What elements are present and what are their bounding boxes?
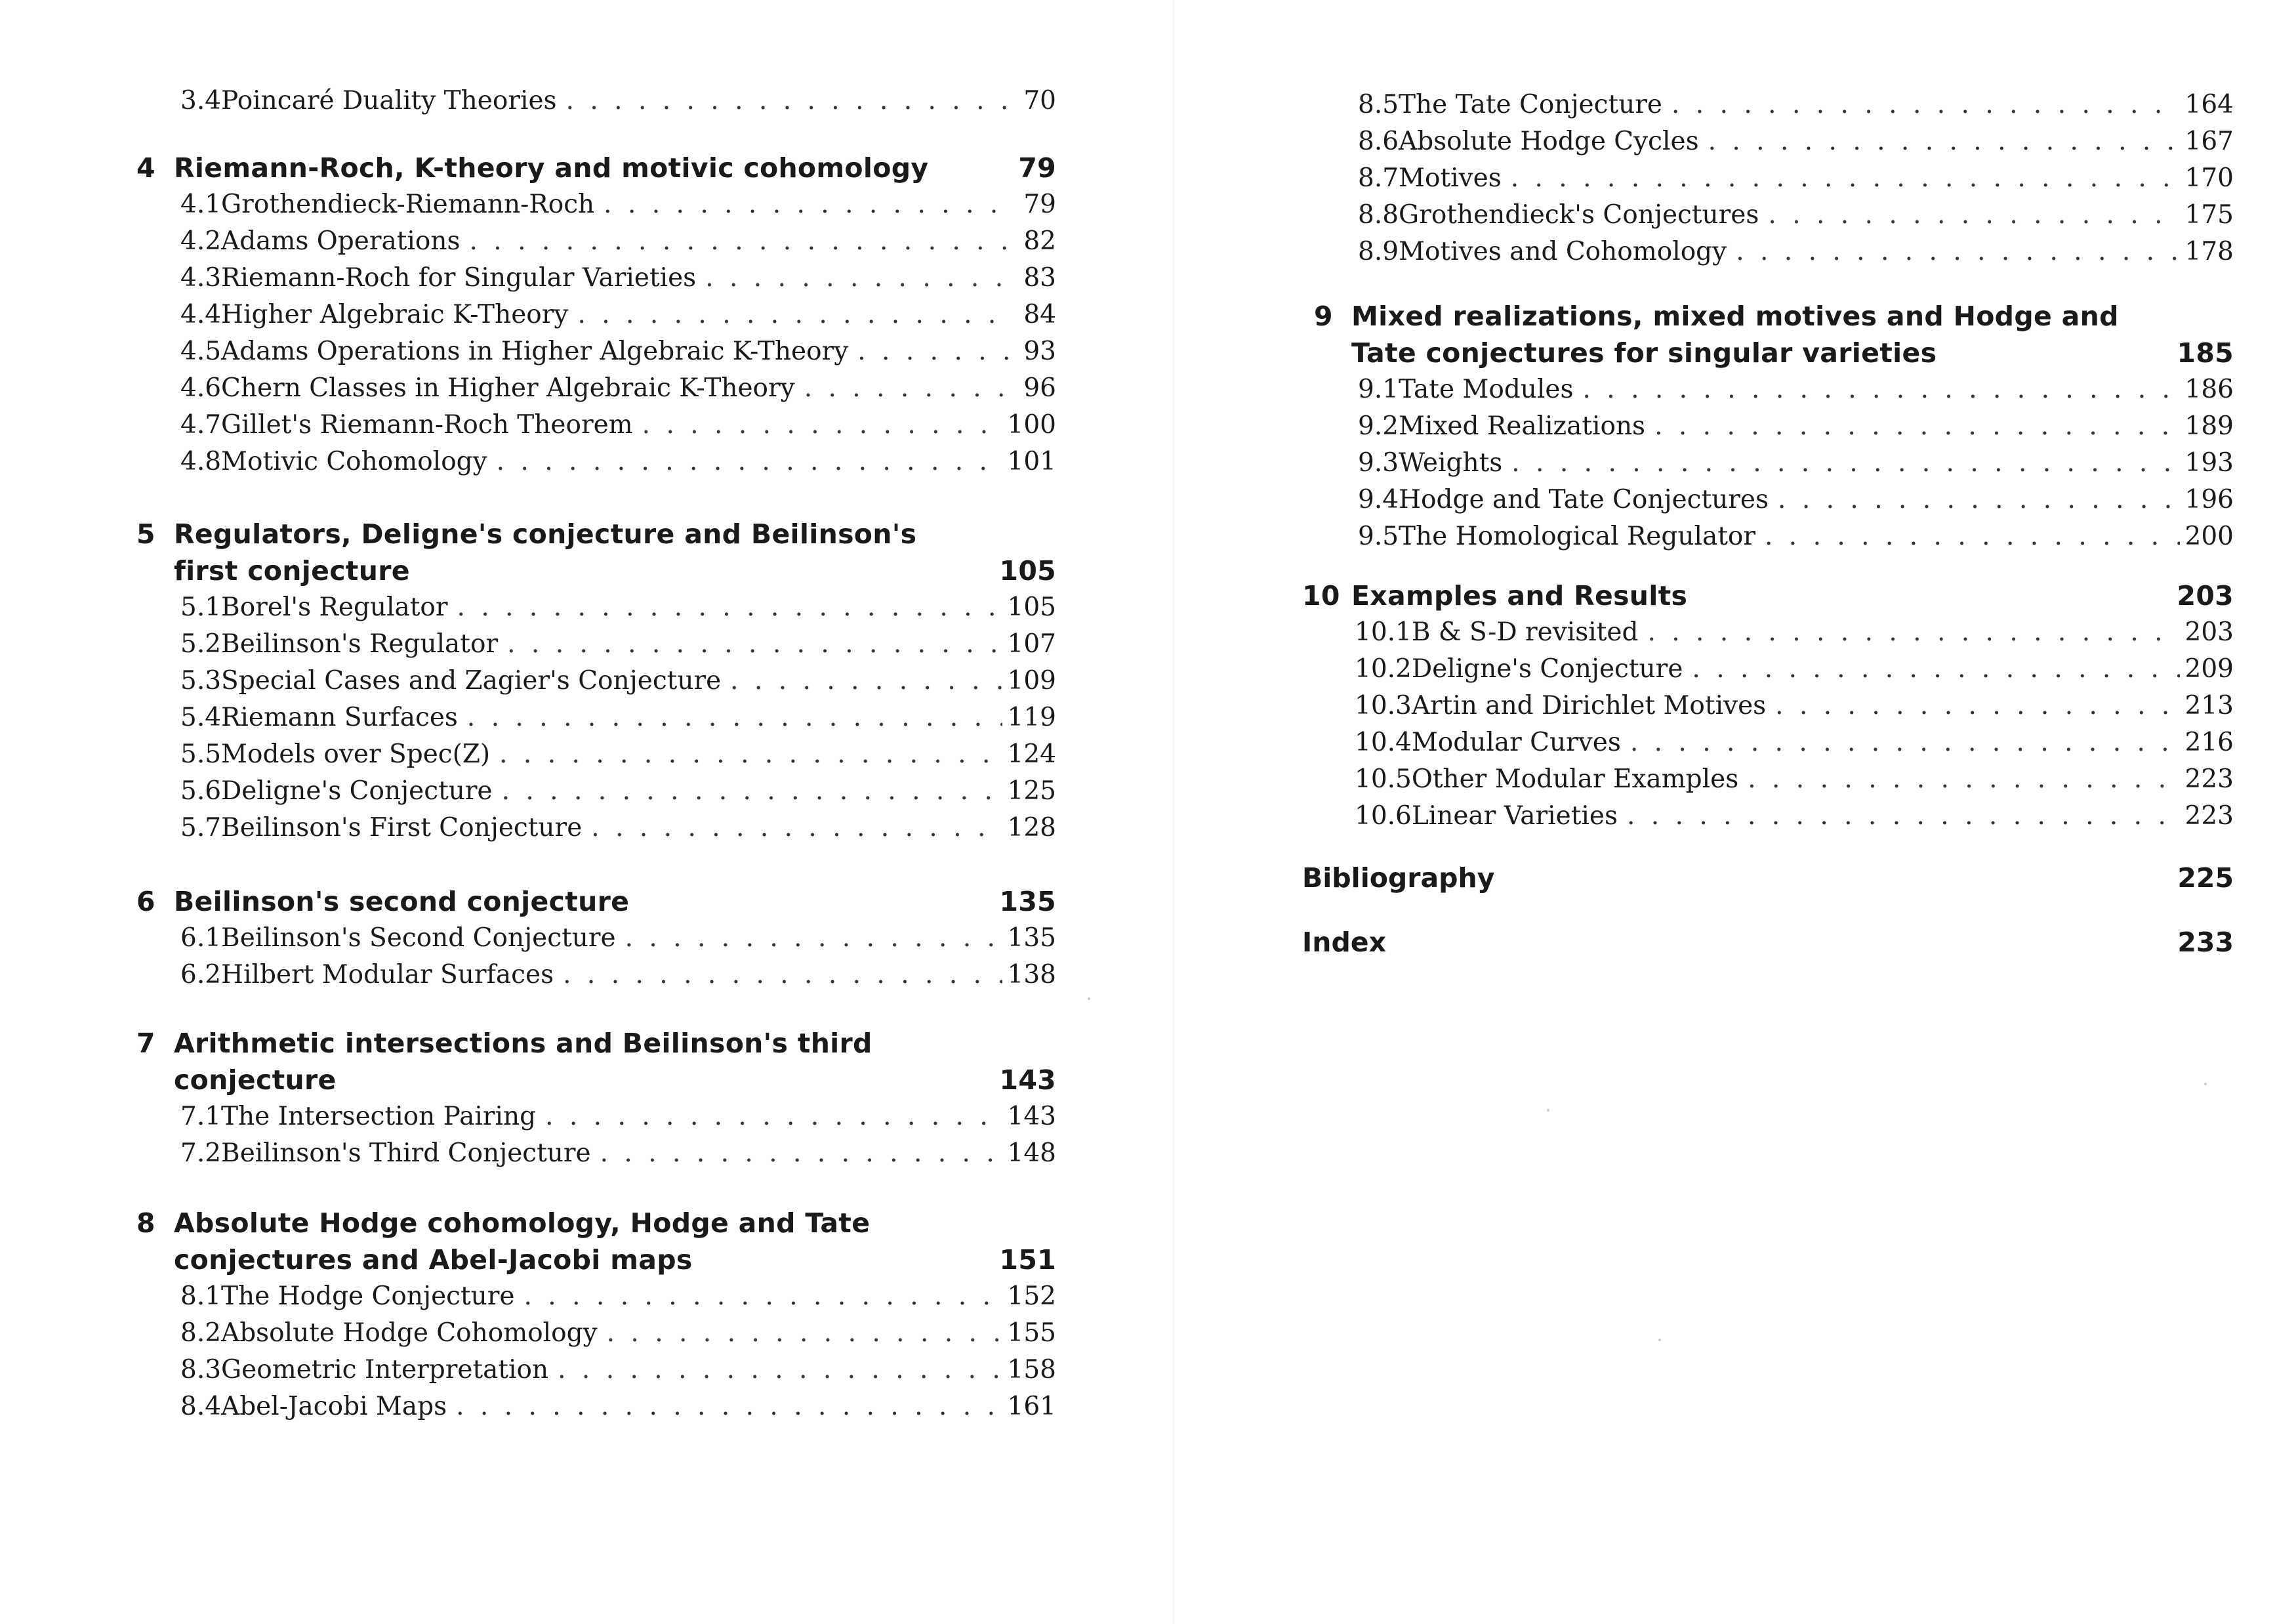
toc-section-5-3[interactable] [125, 663, 1056, 699]
toc-sections-chapter-5 [125, 589, 1056, 846]
toc-bibliography[interactable] [1302, 860, 2234, 896]
leader-dots [1511, 160, 2180, 197]
leader-dots [502, 773, 1002, 810]
scan-speck [1658, 1339, 1661, 1341]
toc-section-8-9[interactable] [1302, 234, 2234, 270]
toc-section-4-6[interactable] [125, 370, 1056, 407]
page-number: 170 [2184, 163, 2234, 193]
section-title: The Hodge Conjecture [221, 1281, 515, 1311]
leader-dots [1654, 408, 2179, 445]
section-title: Deligne's Conjecture [221, 776, 493, 806]
leader-dots [1630, 724, 2180, 761]
section-number: 4.1 [180, 190, 222, 219]
section-number: 10.3 [1355, 691, 1412, 720]
chapter-title: Examples and Results [1351, 580, 1688, 612]
section-number: 8.2 [180, 1318, 222, 1348]
section-number: 10.6 [1355, 801, 1412, 831]
toc-chapter-8[interactable] [125, 1205, 1056, 1278]
page-number: 200 [2184, 522, 2234, 551]
page-number: 196 [2184, 485, 2234, 514]
toc-section-4-1[interactable] [125, 186, 1056, 223]
toc-sections-chapter-10 [1302, 614, 2234, 835]
section-number: 5.3 [180, 666, 222, 696]
page-number: 189 [2184, 411, 2234, 441]
toc-section-8-7[interactable] [1302, 160, 2234, 197]
page-number: 185 [2177, 337, 2234, 369]
page-number: 100 [1007, 410, 1056, 440]
toc-section-9-5[interactable] [1302, 518, 2234, 555]
page-number: 105 [1007, 593, 1056, 622]
toc-section-8-8[interactable] [1302, 197, 2234, 234]
section-number: 4.6 [180, 373, 222, 403]
page-number: 135 [999, 886, 1056, 917]
toc-section-7-1[interactable] [125, 1098, 1056, 1135]
leader-dots [577, 297, 1012, 333]
section-number: 5.1 [180, 593, 222, 622]
chapter-title: Regulators, Deligne's conjecture and Beilinson's [174, 518, 917, 550]
section-number: 5.7 [180, 813, 222, 843]
toc-chapter-9[interactable] [1302, 298, 2234, 371]
page-number: 148 [1007, 1138, 1056, 1168]
section-number: 7.2 [180, 1138, 222, 1168]
toc-section-5-1[interactable] [125, 589, 1056, 626]
toc-section-10-3[interactable] [1302, 688, 2234, 724]
section-title: Absolute Hodge Cohomology [221, 1318, 598, 1348]
toc-section-10-4[interactable] [1302, 724, 2234, 761]
page-number: 152 [1007, 1281, 1056, 1311]
section-title: Riemann Surfaces [221, 703, 458, 732]
page-number: 107 [1007, 629, 1056, 659]
section-title: Adams Operations [221, 226, 461, 256]
chapter-title: Absolute Hodge cohomology, Hodge and Tate [174, 1207, 871, 1239]
page-number: 175 [2184, 200, 2234, 230]
page-number: 167 [2184, 127, 2234, 156]
chapter-title: Arithmetic intersections and Beilinson's third [174, 1028, 872, 1059]
page-number: 164 [2184, 90, 2234, 119]
section-number: 10.2 [1355, 654, 1412, 684]
section-number: 9.4 [1358, 485, 1399, 514]
chapter-number: 8 [136, 1207, 155, 1239]
leader-dots [1778, 482, 2180, 518]
toc-chapter-5[interactable] [125, 516, 1056, 589]
section-title: Models over Spec(Z) [221, 739, 491, 769]
section-number: 5.6 [180, 776, 222, 806]
chapter-title-continued: Tate conjectures for singular varieties [1351, 337, 1937, 369]
page-number: 143 [1007, 1102, 1056, 1131]
section-number: 6.2 [180, 960, 222, 989]
section-number: 5.4 [180, 703, 222, 732]
page-number: 216 [2184, 728, 2234, 757]
section-title: Grothendieck's Conjectures [1399, 200, 1759, 230]
page-number: 119 [1007, 703, 1056, 732]
section-number: 8.1 [180, 1281, 222, 1311]
toc-section-8-3[interactable] [125, 1352, 1056, 1388]
section-title: Abel-Jacobi Maps [221, 1392, 447, 1421]
toc-sections-chapter-7 [125, 1098, 1056, 1172]
toc-section-10-2[interactable] [1302, 651, 2234, 688]
section-title: Motives and Cohomology [1399, 237, 1727, 266]
section-title: Hilbert Modular Surfaces [221, 960, 554, 989]
leader-dots [507, 626, 1002, 663]
section-number: 7.1 [180, 1102, 222, 1131]
leader-dots [705, 260, 1012, 297]
section-title: Beilinson's Second Conjecture [221, 923, 616, 953]
page-number: 79 [1023, 190, 1056, 219]
section-number: 9.5 [1358, 522, 1399, 551]
toc-section-6-2[interactable] [125, 957, 1056, 993]
section-number: 8.6 [1358, 127, 1399, 156]
page-number: 158 [1007, 1355, 1056, 1385]
toc-section-7-2[interactable] [125, 1135, 1056, 1172]
toc-section-3-4[interactable] [125, 83, 1056, 119]
section-title: Linear Varieties [1411, 801, 1618, 831]
toc-section-6-1[interactable] [125, 920, 1056, 957]
leader-dots [591, 810, 1002, 846]
page-number: 105 [999, 555, 1056, 587]
backmatter-title: Index [1302, 927, 1387, 958]
leader-dots [1748, 761, 2179, 798]
page-number: 128 [1007, 813, 1056, 843]
chapter-title-continued: conjectures and Abel-Jacobi maps [174, 1244, 693, 1276]
section-number: 4.7 [180, 410, 222, 440]
section-number: 4.4 [180, 300, 222, 329]
section-title: B & S-D revisited [1411, 617, 1639, 647]
page-number: 138 [1007, 960, 1056, 989]
chapter-number: 6 [136, 886, 155, 917]
page-number: 213 [2184, 691, 2234, 720]
section-number: 8.4 [180, 1392, 222, 1421]
page-number: 135 [1007, 923, 1056, 953]
section-title: The Intersection Pairing [221, 1102, 537, 1131]
page-number: 124 [1007, 739, 1056, 769]
section-title: Gillet's Riemann-Roch Theorem [221, 410, 633, 440]
toc-section-4-4[interactable] [125, 297, 1056, 333]
leader-dots [1582, 371, 2179, 408]
chapter-number: 7 [136, 1028, 155, 1059]
toc-section-8-2[interactable] [125, 1315, 1056, 1352]
section-title: Other Modular Examples [1411, 764, 1739, 794]
page-number: 143 [999, 1064, 1056, 1096]
section-number: 10.5 [1355, 764, 1412, 794]
section-title: Motives [1399, 163, 1502, 193]
page-number: 101 [1007, 447, 1056, 476]
section-title: Grothendieck-Riemann-Roch [221, 190, 595, 219]
leader-dots [545, 1098, 1002, 1135]
section-number: 9.1 [1358, 375, 1399, 404]
toc-section-5-7[interactable] [125, 810, 1056, 846]
section-title: Riemann-Roch for Singular Varieties [221, 263, 697, 293]
page-number: 83 [1023, 263, 1056, 293]
toc-chapter-7[interactable] [125, 1025, 1056, 1098]
toc-chapter-6[interactable] [125, 883, 1056, 920]
book-spine-fold [1173, 0, 1174, 1624]
section-title: Deligne's Conjecture [1411, 654, 1683, 684]
toc-chapter-4[interactable] [125, 150, 1056, 186]
page-number: 203 [2184, 617, 2234, 647]
toc-section-8-1[interactable] [125, 1278, 1056, 1315]
scan-speck [1547, 1109, 1549, 1112]
page-number: 125 [1007, 776, 1056, 806]
section-number: 4.3 [180, 263, 222, 293]
section-title: Special Cases and Zagier's Conjecture [221, 666, 722, 696]
page-number: 233 [2177, 927, 2234, 958]
leader-dots [804, 370, 1012, 407]
page-number: 93 [1023, 337, 1056, 366]
leader-dots [467, 699, 1002, 736]
toc-section-4-8[interactable] [125, 444, 1056, 480]
section-title: Absolute Hodge Cycles [1399, 127, 1699, 156]
chapter-number: 9 [1314, 301, 1333, 332]
page-number: 225 [2177, 862, 2234, 894]
section-number: 4.5 [180, 337, 222, 366]
toc-sections-chapter-4 [125, 186, 1056, 480]
section-number: 8.9 [1358, 237, 1399, 266]
page-number: 109 [1007, 666, 1056, 696]
section-number: 8.3 [180, 1355, 222, 1385]
section-number: 4.8 [180, 447, 222, 476]
toc-section-4-7[interactable] [125, 407, 1056, 444]
section-number: 3.4 [180, 86, 222, 115]
leader-dots [730, 663, 1002, 699]
section-number: 4.2 [180, 226, 222, 256]
section-title: Tate Modules [1399, 375, 1574, 404]
page-number: 203 [2177, 580, 2234, 612]
page-number: 84 [1023, 300, 1056, 329]
toc-section-5-2[interactable] [125, 626, 1056, 663]
chapter-number: 4 [136, 152, 155, 184]
toc-section-9-3[interactable] [1302, 445, 2234, 482]
page-number: 186 [2184, 375, 2234, 404]
toc-section-10-6[interactable] [1302, 798, 2234, 835]
section-title: Geometric Interpretation [221, 1355, 549, 1385]
leader-dots [607, 1315, 1002, 1352]
section-number: 10.4 [1355, 728, 1412, 757]
chapter-number: 10 [1302, 580, 1340, 612]
section-title: Higher Algebraic K-Theory [221, 300, 569, 329]
toc-sections-chapter-8-continued [1302, 87, 2234, 270]
toc-sections-chapter-8 [125, 1278, 1056, 1425]
chapter-title-continued: first conjecture [174, 555, 410, 587]
section-number: 8.7 [1358, 163, 1399, 193]
page-number: 96 [1023, 373, 1056, 403]
leader-dots [600, 1135, 1002, 1172]
leader-dots [558, 1352, 1002, 1388]
leader-dots [1708, 123, 2180, 160]
section-number: 10.1 [1355, 617, 1412, 647]
section-title: Modular Curves [1411, 728, 1621, 757]
toc-section-10-5[interactable] [1302, 761, 2234, 798]
toc-section-8-4[interactable] [125, 1388, 1056, 1425]
leader-dots [499, 736, 1002, 773]
section-title: Chern Classes in Higher Algebraic K-Theory [221, 373, 795, 403]
leader-dots [1627, 798, 2180, 835]
section-title: Weights [1399, 448, 1503, 478]
toc-sections-chapter-6 [125, 920, 1056, 993]
leader-dots [497, 444, 1002, 480]
chapter-title: Riemann-Roch, K-theory and motivic cohomology [174, 152, 929, 184]
toc-section-8-6[interactable] [1302, 123, 2234, 160]
toc-chapter-10[interactable] [1302, 577, 2234, 614]
toc-section-9-1[interactable] [1302, 371, 2234, 408]
leader-dots [563, 957, 1002, 993]
toc-section-10-1[interactable] [1302, 614, 2234, 651]
chapter-title-continued: conjecture [174, 1064, 337, 1096]
leader-dots [642, 407, 1002, 444]
leader-dots [1765, 518, 2180, 555]
leader-dots [604, 186, 1012, 223]
toc-section-5-6[interactable] [125, 773, 1056, 810]
section-number: 8.8 [1358, 200, 1399, 230]
leader-dots [457, 589, 1002, 626]
section-title: Motivic Cohomology [221, 447, 487, 476]
section-title: Hodge and Tate Conjectures [1399, 485, 1769, 514]
toc-section-5-5[interactable] [125, 736, 1056, 773]
leader-dots [1768, 197, 2179, 234]
section-title: Beilinson's First Conjecture [221, 813, 583, 843]
leader-dots [1692, 651, 2179, 688]
toc-section-4-3[interactable] [125, 260, 1056, 297]
page-number: 161 [1007, 1392, 1056, 1421]
scan-speck [2204, 1083, 2207, 1085]
section-title: Beilinson's Regulator [221, 629, 499, 659]
page-number: 209 [2184, 654, 2234, 684]
page-number: 82 [1023, 226, 1056, 256]
page-number: 70 [1023, 86, 1056, 115]
page-number: 155 [1007, 1318, 1056, 1348]
leader-dots [469, 223, 1012, 260]
leader-dots [1775, 688, 2179, 724]
leader-dots [1671, 87, 2180, 123]
toc-section-9-4[interactable] [1302, 482, 2234, 518]
toc-sections-chapter-9 [1302, 371, 2234, 555]
toc-section-5-4[interactable] [125, 699, 1056, 736]
page-number: 79 [1018, 152, 1056, 184]
leader-dots [1647, 614, 2179, 651]
chapter-number: 5 [136, 518, 155, 550]
leader-dots [566, 83, 1012, 119]
chapter-title: Mixed realizations, mixed motives and Hodge and [1351, 301, 2119, 332]
toc-index[interactable] [1302, 924, 2234, 961]
backmatter-title: Bibliography [1302, 862, 1495, 894]
leader-dots [456, 1388, 1002, 1425]
section-number: 5.5 [180, 739, 222, 769]
section-number: 9.2 [1358, 411, 1399, 441]
section-title: The Homological Regulator [1399, 522, 1755, 551]
leader-dots [1736, 234, 2179, 270]
toc-section-4-5[interactable] [125, 333, 1056, 370]
section-number: 6.1 [180, 923, 222, 953]
page-number: 223 [2184, 801, 2234, 831]
chapter-title: Beilinson's second conjecture [174, 886, 630, 917]
section-title: Mixed Realizations [1399, 411, 1646, 441]
page-number: 223 [2184, 764, 2234, 794]
toc-section-8-5[interactable] [1302, 87, 2234, 123]
section-title: Borel's Regulator [221, 593, 448, 622]
section-title: Artin and Dirichlet Motives [1411, 691, 1767, 720]
page-number: 178 [2184, 237, 2234, 266]
leader-dots [625, 920, 1002, 957]
toc-section-4-2[interactable] [125, 223, 1056, 260]
leader-dots [524, 1278, 1002, 1315]
section-title: Adams Operations in Higher Algebraic K-Theory [221, 337, 849, 366]
page-number: 151 [999, 1244, 1056, 1276]
section-number: 8.5 [1358, 90, 1399, 119]
scan-speck [1088, 997, 1090, 1000]
section-title: Beilinson's Third Conjecture [221, 1138, 591, 1168]
page-number: 193 [2184, 448, 2234, 478]
toc-section-9-2[interactable] [1302, 408, 2234, 445]
section-number: 9.3 [1358, 448, 1399, 478]
section-number: 5.2 [180, 629, 222, 659]
section-title: Poincaré Duality Theories [221, 86, 557, 115]
leader-dots [1511, 445, 2179, 482]
section-title: The Tate Conjecture [1399, 90, 1662, 119]
leader-dots [857, 333, 1012, 370]
